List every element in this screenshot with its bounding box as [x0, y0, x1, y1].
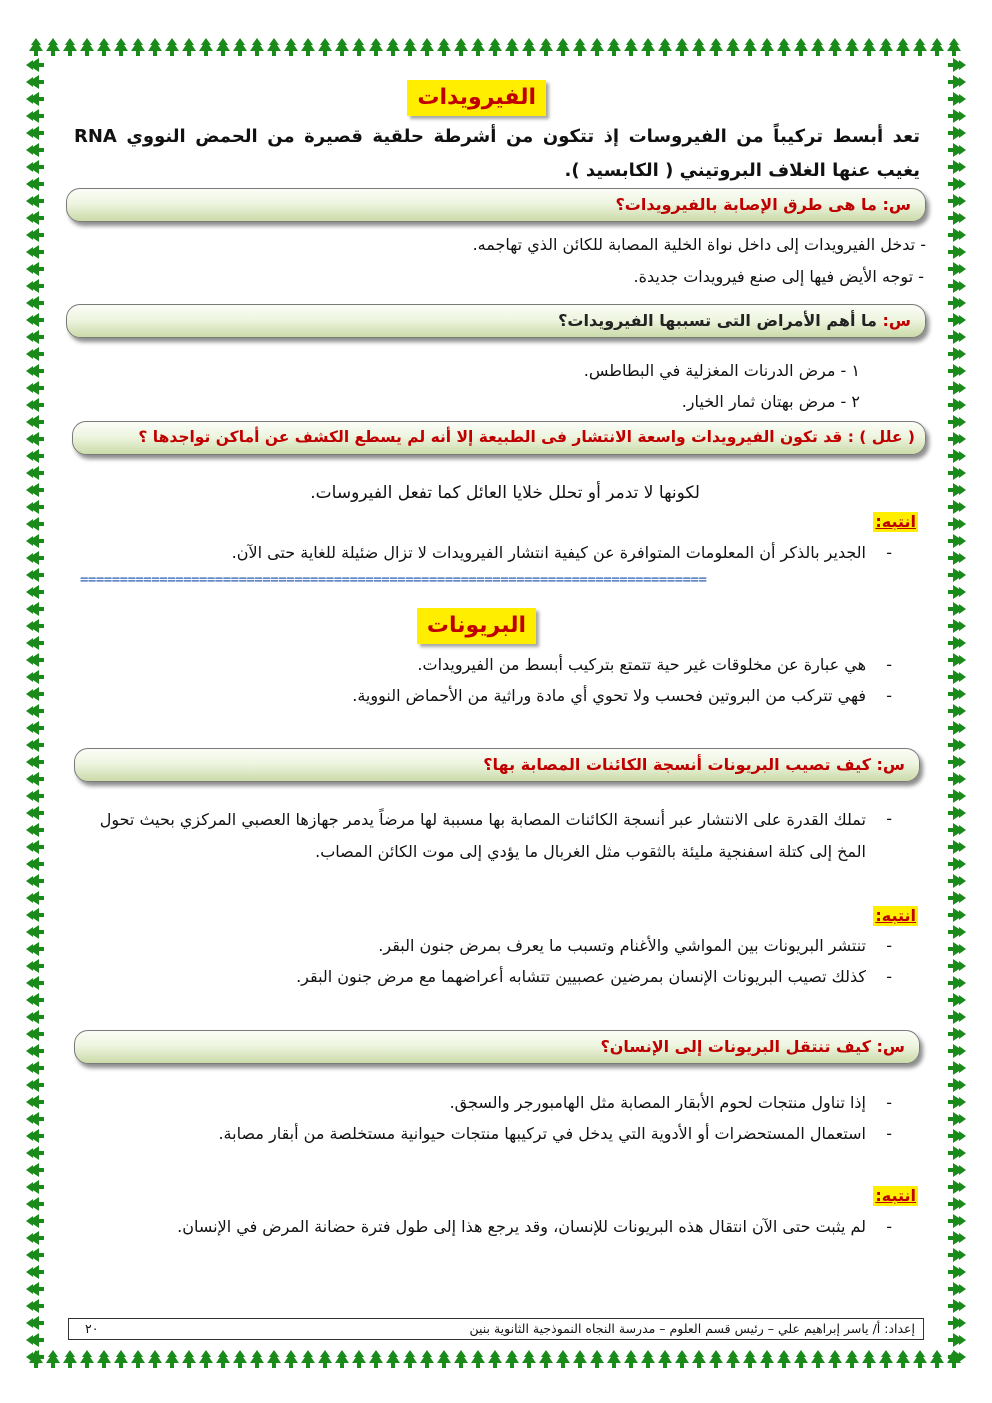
separator: =============================================================================== — [80, 572, 707, 588]
answer-line: - توجه الأيض فيها إلى صنع فيرويدات جديدة. — [633, 267, 924, 286]
transmission-item: -استعمال المستحضرات أو الأدوية التي يدخل في تركيبها منتجات حيوانية مستخلصة من أبقار مصابة. — [218, 1124, 892, 1143]
question-prefix: س: — [876, 1037, 905, 1056]
question-prefix: س: — [882, 195, 911, 214]
page-number: ٢٠ — [85, 1321, 99, 1336]
question-bar-transmission — [74, 1030, 920, 1064]
question-bar-infection — [66, 188, 926, 222]
note-item: -لم يثبت حتى الآن انتقال هذه البريونات للإنسان، وقد يرجع هذا إلى طول فترة حضانة المرض في الإنسان. — [177, 1217, 892, 1236]
question-bar-diseases — [66, 304, 926, 338]
note-item: -تنتشر البريونات بين المواشي والأغنام وتسبب ما يعرف بمرض جنون البقر. — [378, 936, 892, 955]
disease-item: ٢ - مرض بهتان ثمار الخيار. — [681, 392, 860, 411]
note-label: انتبه: — [875, 906, 916, 925]
viroids-intro: تعد أبسط تركيباً من الفيروسات إذ تتكون من أشرطة حلقية قصيرة من الحمض النووي RNA يغيب عنها الغلاف البروتيني ( الكابسيد ). — [74, 126, 920, 181]
note-label: انتبه: — [875, 1186, 916, 1205]
prions-heading: البريونات — [417, 608, 536, 644]
question-text: ما أهم الأمراض التى تسببها الفيرويدات؟ — [558, 311, 877, 330]
prion-fact: -هي عبارة عن مخلوقات غير حية تتمتع بتركيب أبسط من الفيرويدات. — [417, 655, 892, 674]
note-label: انتبه: — [875, 512, 916, 531]
reason-bar: ( علل ) : قد تكون الفيرويدات واسعة الانتشار فى الطبيعة إلا أنه لم يسطع الكشف عن أماكن تواجدها ؟ — [72, 421, 926, 455]
footer — [68, 1318, 924, 1340]
question-prefix: س: — [882, 311, 911, 330]
viroids-heading: الفيرويدات — [407, 80, 546, 116]
prion-fact: -فهي تتركب من البروتين فحسب ولا تحوي أي مادة وراثية من الأحماض النووية. — [352, 686, 892, 705]
answer-line: - تدخل الفيرويدات إلى داخل نواة الخلية المصابة للكائن الذي تهاجمه. — [472, 235, 926, 254]
question-prefix: س: — [876, 755, 905, 774]
note-item: -كذلك تصيب البريونات الإنسان بمرضين عصبيين تتشابه أعراضهما مع مرض جنون البقر. — [296, 967, 892, 986]
question-text: ما هى طرق الإصابة بالفيرويدات؟ — [615, 195, 877, 214]
reason-answer: لكونها لا تدمر أو تحلل خلايا العائل كما تفعل الفيروسات. — [310, 483, 700, 503]
question-bar-tissue — [74, 748, 920, 782]
transmission-item: -إذا تناول منتجات لحوم الأبقار المصابة مثل الهامبورجر والسجق. — [449, 1093, 892, 1112]
question-text: كيف تصيب البريونات أنسجة الكائنات المصابة بها؟ — [483, 755, 871, 774]
question-text: كيف تنتقل البريونات إلى الإنسان؟ — [600, 1037, 871, 1056]
footer-author: إعداد: أ/ ياسر إبراهيم علي – رئيس قسم العلوم – مدرسة النجاه النموذجية الثانوية بنين — [469, 1321, 915, 1336]
tissue-answer: - تملك القدرة على الانتشار عبر أنسجة الكائنات المصابة بها مسببة لها مرضاً يدمر جهازها العصبي المركزي بحيث تحول المخ إلى كتلة اسفنجية مليئة بالثقوب مثل الغربال ما يؤدي إلى موت الكائن المصاب. — [99, 809, 892, 861]
note-item: -الجدير بالذكر أن المعلومات المتوافرة عن كيفية انتشار الفيرويدات لا تزال ضئيلة للغاية حتى الآن. — [231, 543, 892, 562]
disease-item: ١ - مرض الدرنات المغزلية في البطاطس. — [583, 361, 860, 380]
